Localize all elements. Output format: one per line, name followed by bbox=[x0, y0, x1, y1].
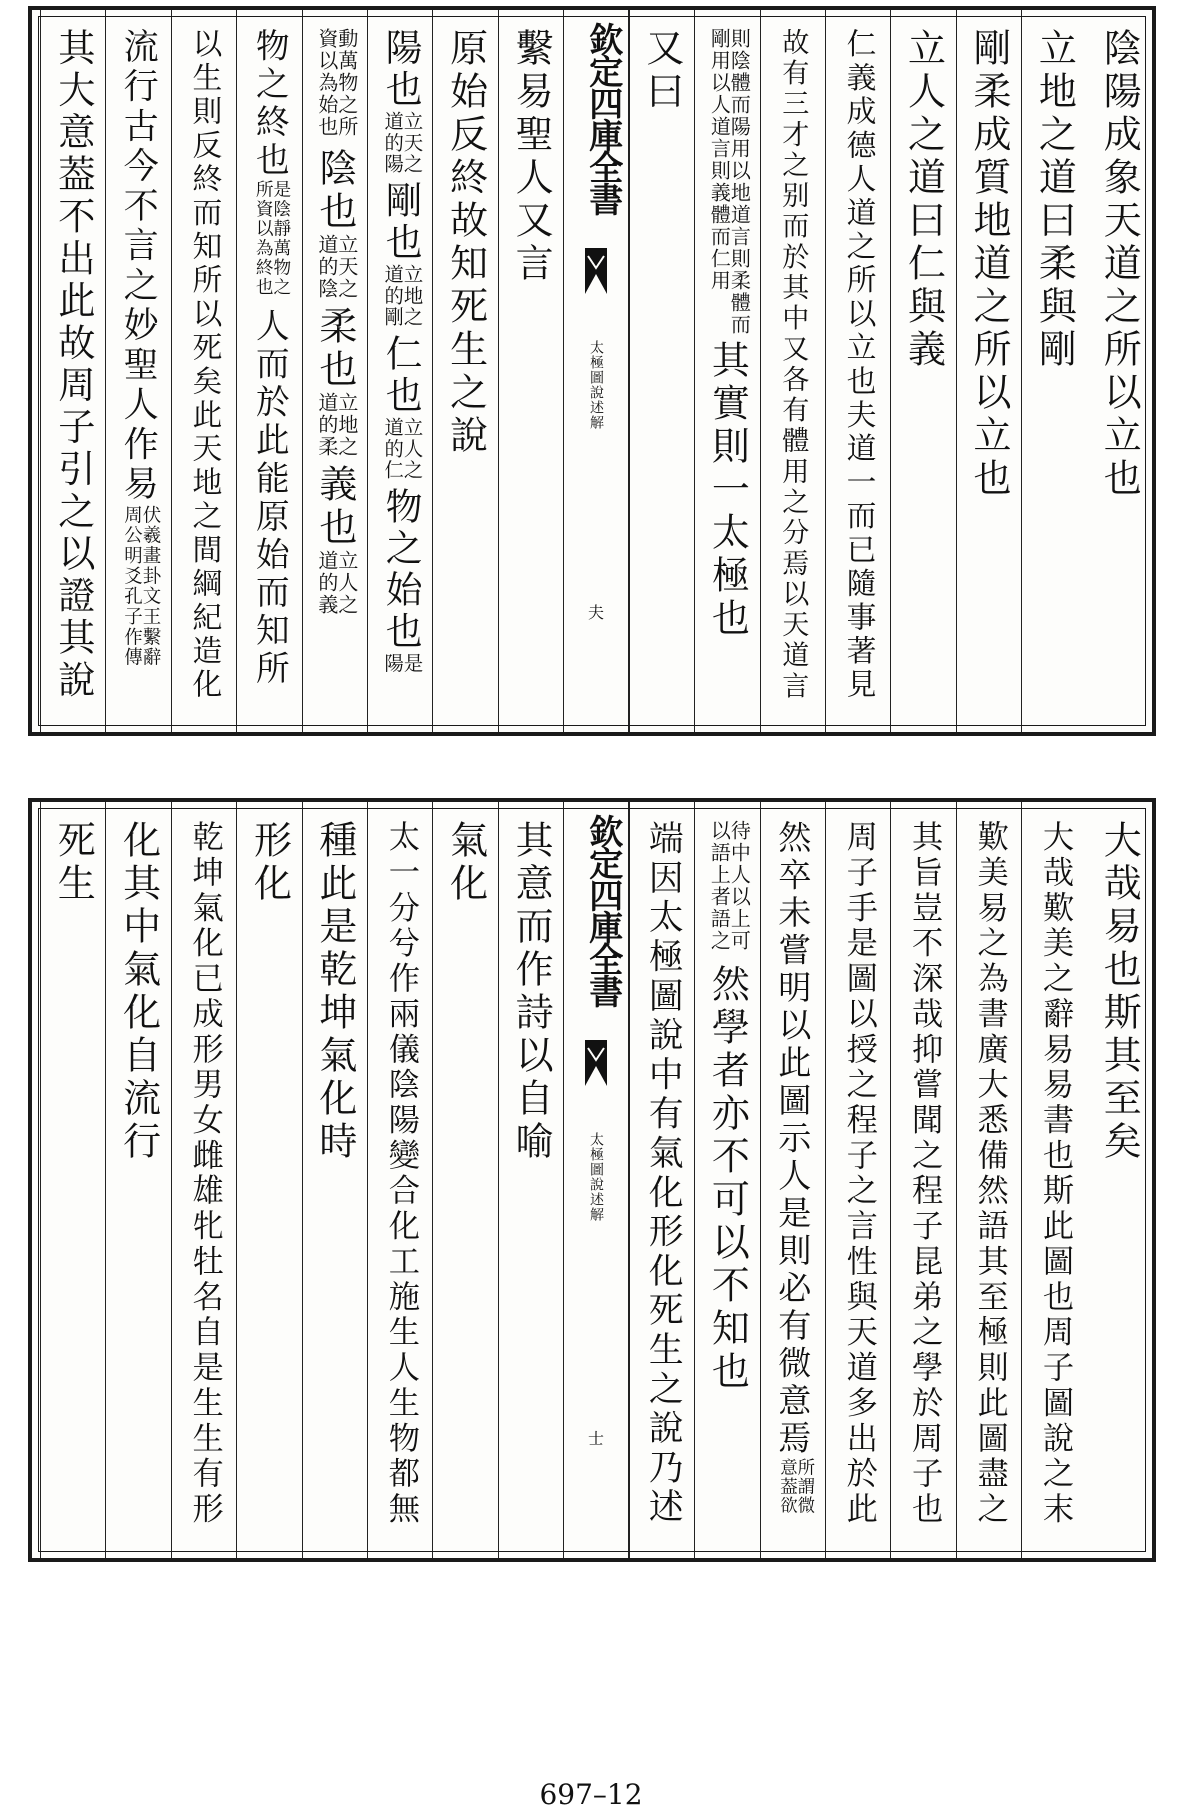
folio-section-title: 太極圖說述解 bbox=[587, 1132, 604, 1222]
main-text: 人而於此能原始而知所 bbox=[250, 307, 290, 689]
folio-section-title: 太極圖說述解 bbox=[587, 340, 604, 430]
text-column bbox=[694, 10, 759, 732]
column-text bbox=[1087, 820, 1152, 1164]
top-page bbox=[28, 6, 1156, 736]
text-column bbox=[40, 802, 105, 1558]
text-column bbox=[236, 10, 301, 732]
column-text bbox=[826, 820, 890, 1527]
text-column bbox=[956, 10, 1021, 732]
main-text: 氣化 bbox=[443, 820, 488, 906]
main-text: 歎美易之為書廣大悉備然語其至極則此圖盡之 bbox=[971, 820, 1008, 1528]
main-text: 其旨豈不深哉抑嘗聞之程子昆弟之學於周子也 bbox=[906, 820, 943, 1528]
column-text bbox=[499, 820, 563, 1164]
main-text: 故有三才之别而於其中又各有體用之分焉以天道言 bbox=[777, 28, 809, 703]
main-text: 其大意葢不出此故周子引之以證其說 bbox=[51, 28, 96, 703]
text-column bbox=[629, 802, 694, 1558]
text-column bbox=[498, 802, 563, 1558]
folio-book-title: 欽定四庫全書 bbox=[582, 22, 623, 214]
folio-margin bbox=[563, 802, 628, 1558]
main-text: 大哉易也斯其至矣 bbox=[1097, 820, 1142, 1164]
text-column bbox=[432, 802, 497, 1558]
column-text bbox=[237, 28, 301, 688]
text-column bbox=[694, 802, 759, 1558]
column-text bbox=[106, 820, 170, 1164]
text-column bbox=[40, 10, 105, 732]
main-text: 種此是乾坤氣化時 bbox=[312, 820, 357, 1164]
text-column bbox=[760, 802, 825, 1558]
interlinear-note: 立天之道的陽 bbox=[381, 111, 424, 176]
fishtail-ornament-icon bbox=[585, 1040, 607, 1086]
column-text bbox=[761, 820, 825, 1521]
main-text: 立地之道曰柔與剛 bbox=[1032, 28, 1077, 372]
column-text bbox=[1022, 28, 1086, 372]
column-text bbox=[761, 28, 825, 702]
main-text: 死生 bbox=[51, 820, 96, 906]
text-column bbox=[302, 802, 367, 1558]
main-text: 立人之道曰仁與義 bbox=[901, 28, 946, 372]
text-column bbox=[171, 10, 236, 732]
text-column bbox=[367, 802, 432, 1558]
main-text: 其實則一太極也 bbox=[705, 340, 750, 641]
text-column bbox=[498, 10, 563, 732]
main-text: 其意而作詩以自喻 bbox=[509, 820, 554, 1164]
column-text bbox=[695, 28, 759, 641]
text-column bbox=[1087, 802, 1152, 1558]
main-text: 剛柔成質地道之所以立也 bbox=[966, 28, 1011, 501]
column-text bbox=[957, 28, 1021, 501]
folio-margin bbox=[563, 10, 628, 732]
main-text: 然學者亦不可以不知也 bbox=[705, 964, 750, 1394]
text-column bbox=[236, 802, 301, 1558]
column-text bbox=[826, 28, 890, 702]
interlinear-note: 則陰體而陽用以地道言則柔體而剛用以人道言則義體而仁用 bbox=[707, 28, 752, 336]
column-text bbox=[433, 820, 497, 906]
column-text bbox=[957, 820, 1021, 1527]
interlinear-note: 是陰靜萬物之所資以為終也 bbox=[253, 180, 291, 297]
column-text bbox=[368, 820, 432, 1527]
main-text: 太一分兮作兩儀陰陽變合化工施生人生物都無 bbox=[382, 820, 419, 1528]
interlinear-note: 立人之道的仁 bbox=[381, 417, 424, 482]
text-column bbox=[825, 802, 890, 1558]
main-text: 以生則反終而知所以死矣此天地之間綱紀造化 bbox=[186, 28, 222, 703]
interlinear-note: 立天之道的陰 bbox=[314, 234, 359, 300]
text-column bbox=[171, 802, 236, 1558]
main-text: 繫易聖人又言 bbox=[509, 28, 554, 286]
folio-leaf-number: 士 bbox=[587, 1429, 604, 1448]
fishtail-ornament-icon bbox=[585, 248, 607, 294]
main-text: 物之始也 bbox=[379, 486, 423, 654]
text-column bbox=[105, 10, 170, 732]
text-column bbox=[1087, 10, 1152, 732]
column-text bbox=[368, 28, 432, 677]
main-text: 形化 bbox=[247, 820, 292, 906]
text-column bbox=[1021, 10, 1086, 732]
text-column bbox=[302, 10, 367, 732]
column-text bbox=[1022, 820, 1086, 1527]
main-text: 柔也 bbox=[312, 306, 357, 392]
main-text: 又曰 bbox=[639, 28, 684, 114]
main-text: 大哉歎美之辭易易書也斯此圖也周子圖說之末 bbox=[1037, 820, 1074, 1528]
main-text: 陰陽成象天道之所以立也 bbox=[1097, 28, 1142, 501]
main-text: 物之終也 bbox=[250, 28, 290, 181]
column-text bbox=[106, 28, 170, 683]
column-text bbox=[499, 28, 563, 286]
column-text bbox=[891, 28, 955, 372]
text-column bbox=[890, 802, 955, 1558]
interlinear-note: 伏羲畫卦文王繫辭周公明爻孔子作傳 bbox=[121, 505, 161, 668]
text-column bbox=[760, 10, 825, 732]
main-text: 仁義成德人道之所以立也夫道一而已隨事著見 bbox=[841, 28, 877, 703]
column-text bbox=[630, 28, 694, 114]
text-column bbox=[956, 802, 1021, 1558]
column-text bbox=[630, 820, 694, 1527]
main-text: 陰也 bbox=[312, 148, 357, 234]
column-text bbox=[303, 28, 367, 622]
column-text bbox=[433, 28, 497, 458]
text-column bbox=[825, 10, 890, 732]
main-text: 端因太極圖說中有氣化形化死生之說乃述 bbox=[642, 820, 683, 1528]
column-text bbox=[172, 820, 236, 1527]
text-column bbox=[432, 10, 497, 732]
text-column bbox=[367, 10, 432, 732]
interlinear-note: 立地之道的剛 bbox=[381, 264, 424, 329]
main-text: 原始反終故知死生之說 bbox=[443, 28, 488, 458]
interlinear-note: 待中人以上可以語上者語之 bbox=[707, 820, 752, 952]
main-text: 剛也 bbox=[379, 180, 423, 265]
folio-book-title: 欽定四庫全書 bbox=[582, 814, 623, 1006]
text-column bbox=[629, 10, 694, 732]
text-column bbox=[105, 802, 170, 1558]
main-text: 流行古今不言之妙聖人作易 bbox=[118, 28, 160, 506]
column-text bbox=[891, 820, 955, 1527]
interlinear-note: 動萬物之所資以為始也 bbox=[314, 28, 359, 138]
text-column bbox=[1021, 802, 1086, 1558]
main-text: 義也 bbox=[312, 464, 357, 550]
main-text: 周子手是圖以授之程子之言性與天道多出於此 bbox=[840, 820, 877, 1528]
interlinear-note: 是陽 bbox=[381, 653, 424, 675]
column-text bbox=[1087, 28, 1152, 501]
column-text bbox=[303, 820, 367, 1164]
column-text bbox=[695, 820, 759, 1394]
column-text bbox=[41, 28, 105, 702]
folio-leaf-number: 夫 bbox=[587, 603, 604, 622]
main-text: 仁也 bbox=[379, 333, 423, 418]
main-text: 化其中氣化自流行 bbox=[116, 820, 161, 1164]
main-text: 乾坤氣化已成形男女雌雄牝牡名自是生生有形 bbox=[186, 820, 223, 1528]
text-column bbox=[890, 10, 955, 732]
interlinear-note: 所謂微意葢欲 bbox=[776, 1457, 814, 1516]
column-text bbox=[41, 820, 105, 906]
column-text bbox=[172, 28, 236, 702]
main-text: 然卒未嘗明以此圖示人是則必有微意焉 bbox=[773, 820, 813, 1458]
page-footer-number: 697–12 bbox=[539, 1778, 643, 1811]
main-text: 陽也 bbox=[379, 28, 423, 112]
interlinear-note: 立地之道的柔 bbox=[314, 392, 359, 458]
column-text bbox=[237, 820, 301, 906]
interlinear-note: 立人之道的義 bbox=[314, 550, 359, 616]
bottom-page bbox=[28, 798, 1156, 1562]
